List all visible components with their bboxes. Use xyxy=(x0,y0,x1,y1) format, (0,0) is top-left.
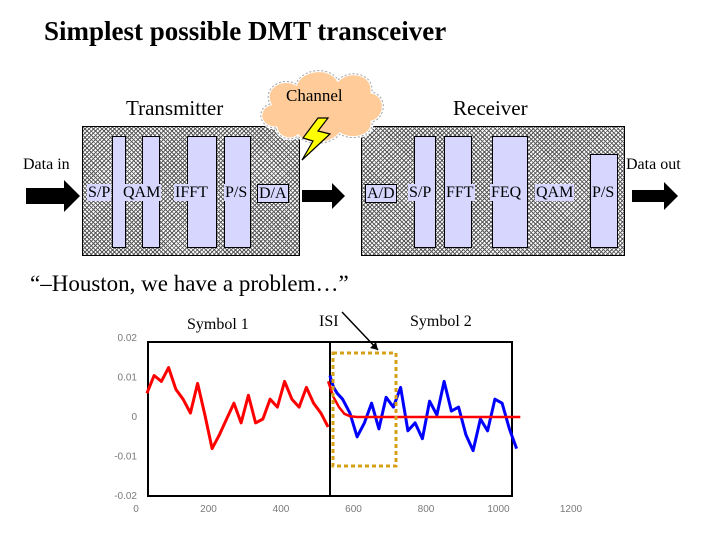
annotation-symbol-2: Symbol 2 xyxy=(410,313,472,330)
page-title: Simplest possible DMT transceiver xyxy=(44,16,447,46)
tx-block-label: IFFT xyxy=(175,184,208,201)
rx-block-label: A/D xyxy=(367,185,395,202)
x-tick-label: 800 xyxy=(417,504,435,515)
data-in-arrow xyxy=(26,180,80,212)
y-tick-label: 0.01 xyxy=(117,372,137,384)
annotation-symbol-1: Symbol 1 xyxy=(187,316,249,333)
channel-in-arrow xyxy=(302,183,345,209)
transmitter-label: Transmitter xyxy=(126,96,224,120)
x-tick-label: 400 xyxy=(272,504,290,515)
tx-block-label: S/P xyxy=(88,184,111,201)
rx-block-label: FFT xyxy=(446,184,474,201)
data-out-label: Data out xyxy=(626,156,681,173)
x-tick-label: 0 xyxy=(133,504,139,515)
x-tick-label: 200 xyxy=(200,504,217,515)
rx-block-label: QAM xyxy=(536,184,574,201)
y-tick-label: -0.01 xyxy=(114,451,137,463)
isi-chart xyxy=(0,300,720,540)
data-out-arrow xyxy=(632,182,678,210)
receiver-label: Receiver xyxy=(453,96,528,120)
data-in-label: Data in xyxy=(23,156,70,173)
channel-label: Channel xyxy=(286,86,343,105)
x-tick-label: 1200 xyxy=(559,504,583,515)
quote-text: “–Houston, we have a problem…” xyxy=(30,271,349,296)
rx-block-label: P/S xyxy=(592,184,615,201)
x-tick-label: 600 xyxy=(345,504,362,515)
tx-block-label: P/S xyxy=(225,184,248,201)
annotation-isi: ISI xyxy=(319,313,339,330)
rx-block-label: FEQ xyxy=(491,184,522,201)
rx-block-label: S/P xyxy=(409,184,432,201)
y-tick-label: 0 xyxy=(131,412,137,423)
y-tick-label: 0.02 xyxy=(117,333,137,344)
tx-block-label: D/A xyxy=(259,185,287,202)
x-tick-label: 1000 xyxy=(487,504,510,515)
y-tick-label: -0.02 xyxy=(114,491,137,502)
tx-block-label: QAM xyxy=(123,184,161,201)
